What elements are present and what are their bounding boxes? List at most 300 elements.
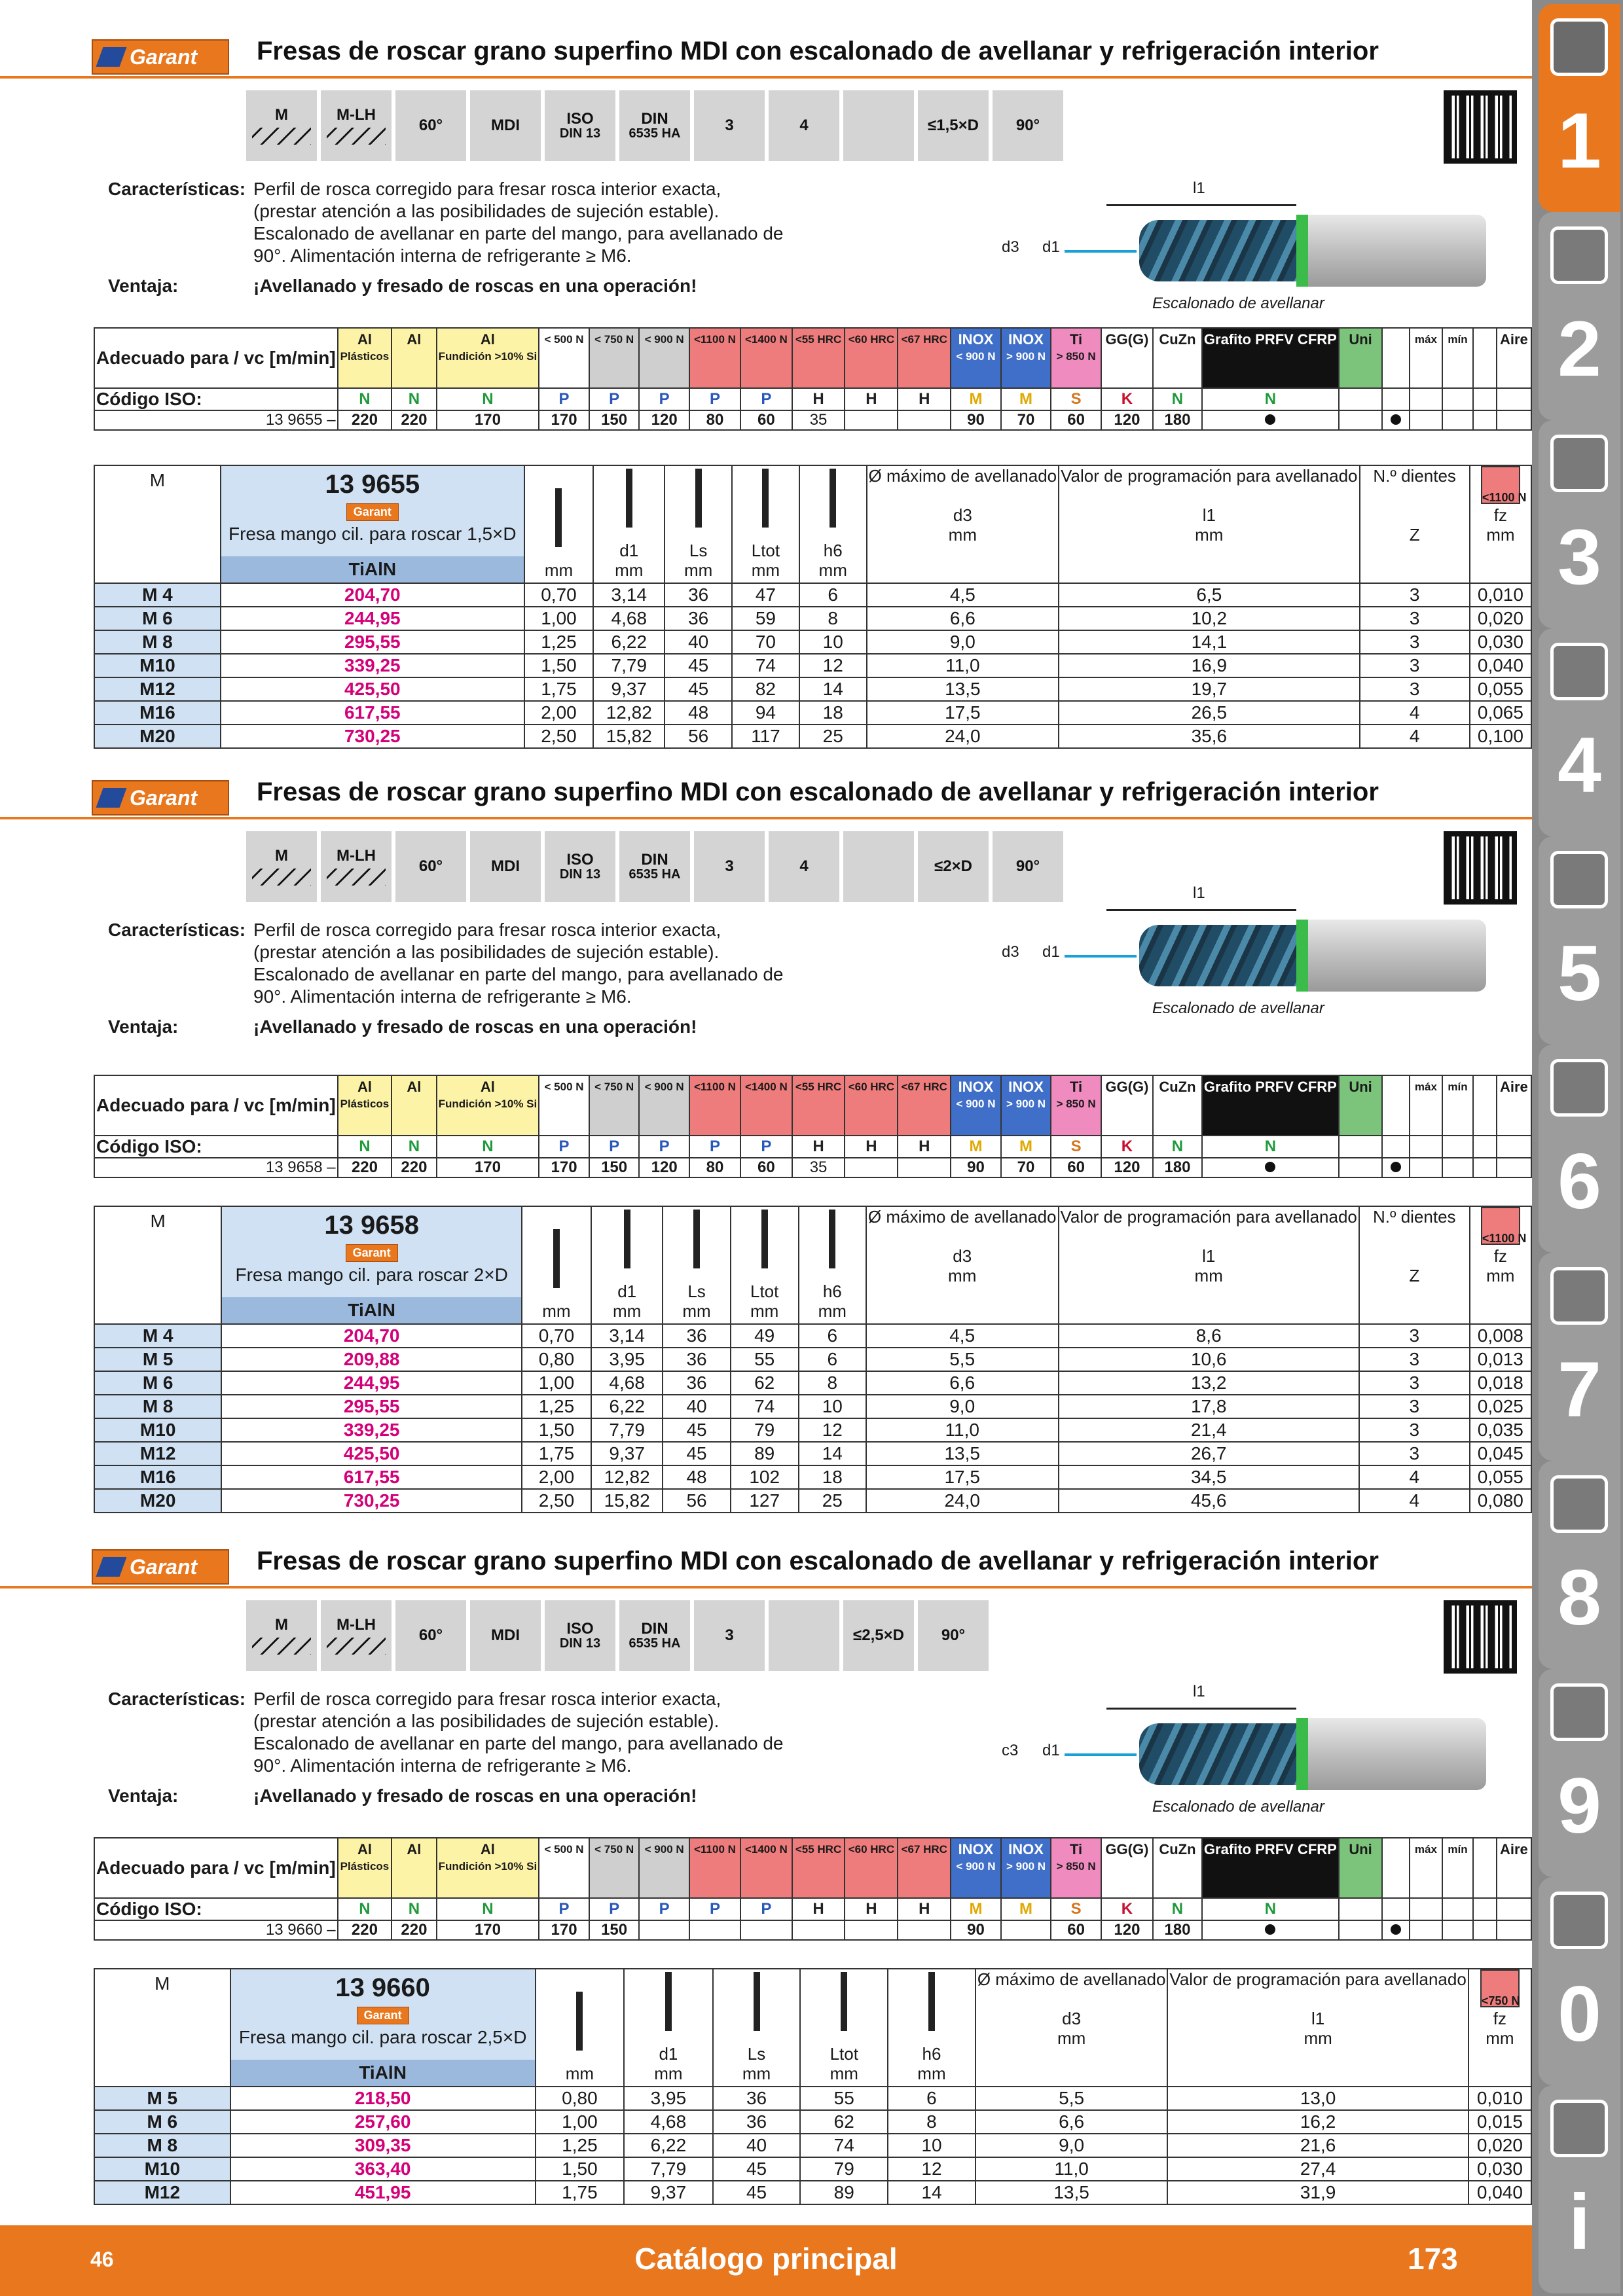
ls-col: [713, 1969, 801, 2087]
cutting-speed: [845, 1158, 898, 1177]
advantage-label: Ventaja:: [108, 276, 179, 296]
cutting-speed: [740, 1920, 792, 1940]
value-cell: 0,025: [1470, 1395, 1531, 1418]
dmax-symbol: d3: [953, 505, 972, 525]
price-cell: 209,88: [221, 1348, 522, 1371]
iso-din13-icon-sub: DIN 13: [559, 126, 601, 141]
value-cell: 0,010: [1468, 2087, 1531, 2110]
iso-code: [1339, 388, 1382, 410]
thread-m-icon-label: M: [275, 847, 288, 865]
fz-col: [1470, 465, 1531, 583]
iso-din13-icon: [545, 1600, 615, 1671]
table-row: [94, 2087, 1531, 2110]
value-cell: 6,6: [976, 2110, 1168, 2134]
value-cell: 8: [799, 1371, 866, 1395]
value-cell: 21,6: [1167, 2134, 1468, 2157]
cutting-speed: [1410, 410, 1442, 430]
thread-size: M 5: [94, 2087, 230, 2110]
article-number: 13 9655: [325, 470, 420, 499]
ltot-col-unit: mm: [750, 1301, 779, 1321]
material-col: [1202, 1075, 1339, 1136]
price-cell: 730,25: [221, 1489, 522, 1513]
material-name: INOX: [1008, 331, 1044, 348]
chapter-tab-8[interactable]: [1539, 1461, 1620, 1669]
h6-col-drawing: [921, 1972, 942, 2031]
h6-col-symbol: h6: [823, 541, 843, 560]
iso-code: S: [1051, 1898, 1101, 1920]
value-cell: 5,5: [866, 1348, 1059, 1371]
garant-badge: Garant: [357, 2007, 409, 2024]
material-col: [1410, 1838, 1442, 1898]
material-strength: máx: [1414, 1081, 1437, 1093]
material-col: [1101, 1838, 1153, 1898]
dim-d3-label: d3: [1002, 943, 1019, 961]
chapter-2-icon: [1550, 226, 1608, 284]
coolant-arrow: [1065, 1753, 1137, 1756]
value-cell: 0,045: [1470, 1442, 1531, 1465]
dmax-col: [976, 1969, 1168, 2087]
d1-col-symbol: d1: [659, 2044, 678, 2064]
cutting-speed: 220: [392, 410, 436, 430]
value-cell: 1,25: [522, 1395, 591, 1418]
iso-din13-icon-label: ISO: [566, 109, 594, 128]
cutting-speed: 60: [1051, 410, 1101, 430]
pitch-col-unit: mm: [565, 2064, 594, 2083]
material-col: [437, 1075, 539, 1136]
table-row: [94, 1324, 1531, 1348]
value-cell: 24,0: [866, 1489, 1059, 1513]
material-strength: Fundición >10% Si: [438, 1860, 538, 1873]
iso-code: [1410, 1898, 1442, 1920]
value-cell: 4: [1360, 725, 1470, 748]
footer-page-left: 46: [90, 2248, 114, 2271]
article-head: [221, 465, 524, 583]
material-strength: < 500 N: [544, 1843, 584, 1856]
thread-size: M10: [94, 2157, 230, 2181]
material-steel-icon: <750 N: [1480, 1969, 1520, 2007]
material-strength: < 900 N: [644, 1081, 684, 1093]
price-cell: 218,50: [230, 2087, 536, 2110]
price-cell: 617,55: [221, 701, 524, 725]
cutting-speed: 70: [1001, 1158, 1051, 1177]
table-row: [94, 1348, 1531, 1371]
iso-code: N: [437, 1898, 539, 1920]
iso-code: K: [1101, 1136, 1153, 1158]
cutting-speed: 170: [539, 410, 589, 430]
value-cell: 79: [731, 1418, 799, 1442]
mdi-icon: [470, 831, 541, 902]
pitch-col-drawing: [569, 1992, 590, 2051]
material-col: [1153, 328, 1202, 388]
mdi-icon: [470, 1600, 541, 1671]
material-col: [1497, 1838, 1531, 1898]
angle-60-icon: [395, 831, 466, 902]
h6-col-symbol: h6: [922, 2044, 941, 2064]
iso-code: [1497, 388, 1531, 410]
thread-m-icon-label: M: [275, 106, 288, 124]
cutting-speed: [1497, 1158, 1531, 1177]
table-row: [94, 654, 1531, 677]
countersink-caption: Escalonado de avellanar: [1152, 295, 1324, 312]
ltot-col-unit: mm: [830, 2064, 858, 2083]
suitable-dot: [1391, 1924, 1401, 1935]
material-name: Grafito PRFV CFRP: [1203, 1841, 1337, 1857]
iso-code: P: [639, 1136, 689, 1158]
iso-code: [1410, 388, 1442, 410]
chapter-tab-5[interactable]: [1539, 836, 1620, 1045]
material-strength: < 750 N: [594, 333, 634, 346]
ltot-col: [800, 1969, 888, 2087]
cutting-speed: [639, 1920, 689, 1940]
price-cell: 425,50: [221, 1442, 522, 1465]
mdi-icon-label: MDI: [491, 857, 520, 876]
value-cell: 1,25: [536, 2134, 625, 2157]
material-col: [1051, 1075, 1101, 1136]
table-row: [94, 701, 1531, 725]
chapter-tab-7[interactable]: [1539, 1253, 1620, 1461]
value-cell: 0,80: [522, 1348, 591, 1371]
value-cell: 45: [665, 677, 732, 701]
value-cell: 89: [800, 2181, 888, 2204]
material-strength: < 900 N: [956, 1098, 996, 1110]
cutting-speed: [1382, 1158, 1410, 1177]
thread-size: M12: [94, 1442, 221, 1465]
cutting-speed: [1382, 410, 1410, 430]
countersink-90-icon: [993, 831, 1063, 902]
dmax-unit: mm: [1057, 2028, 1086, 2048]
value-cell: 6,5: [1059, 583, 1359, 607]
iso-code: S: [1051, 1136, 1101, 1158]
property-icons: [246, 1600, 989, 1671]
material-col: [689, 1838, 740, 1898]
value-cell: 4,5: [867, 583, 1059, 607]
value-cell: 16,9: [1059, 654, 1359, 677]
value-cell: 3: [1360, 677, 1470, 701]
h6-col: [799, 1206, 866, 1324]
value-cell: 5,5: [976, 2087, 1168, 2110]
value-cell: 36: [663, 1371, 730, 1395]
thread-m-icon: [246, 831, 317, 902]
ltot-col-drawing: [755, 469, 776, 528]
chapter-tab-9[interactable]: [1539, 1669, 1620, 1877]
section-header: [0, 774, 1532, 819]
material-name: Aire: [1500, 1079, 1528, 1095]
coolant-icon: [843, 90, 914, 161]
tool-ring: [1296, 215, 1308, 287]
material-name: Aire: [1500, 331, 1528, 348]
value-cell: 3,14: [591, 1324, 663, 1348]
teeth-3-icon-label: 3: [725, 1626, 734, 1645]
iso-code: P: [689, 1898, 740, 1920]
iso-code: [1382, 388, 1410, 410]
thread-mlh-icon-wave: [327, 1638, 386, 1655]
value-cell: 6,6: [866, 1371, 1059, 1395]
fz-symbol: fz: [1493, 2009, 1507, 2028]
chapter-tab-2[interactable]: [1539, 212, 1620, 420]
mdi-icon-label: MDI: [491, 117, 520, 135]
value-cell: 0,030: [1468, 2157, 1531, 2181]
value-cell: 74: [732, 654, 799, 677]
ls-col-drawing: [686, 1210, 707, 1268]
suitable-dot: [1391, 414, 1401, 425]
material-col: [1410, 1075, 1442, 1136]
cutting-speed: 60: [740, 1158, 792, 1177]
value-cell: 0,080: [1470, 1489, 1531, 1513]
price-cell: 309,35: [230, 2134, 536, 2157]
material-strength: <67 HRC: [901, 1081, 947, 1093]
d1-col-symbol: d1: [619, 541, 639, 560]
iso-code: P: [639, 388, 689, 410]
iso-code: N: [1202, 1898, 1339, 1920]
material-col: [1001, 1838, 1051, 1898]
chapter-tab-0[interactable]: [1539, 1877, 1620, 2085]
material-col: [539, 328, 589, 388]
thread-size: M16: [94, 1465, 221, 1489]
table-row: [94, 2157, 1531, 2181]
material-name: Aire: [1500, 1841, 1528, 1857]
material-col: [639, 1838, 689, 1898]
value-cell: 45: [713, 2157, 801, 2181]
depth-icon: [918, 831, 989, 902]
value-cell: 3,95: [624, 2087, 713, 2110]
material-name: Ti: [1070, 331, 1083, 348]
h6-col-symbol: h6: [822, 1282, 842, 1301]
d1-col-unit: mm: [654, 2064, 683, 2083]
chapter-sidebar: [1532, 0, 1623, 2296]
value-cell: 36: [665, 583, 732, 607]
material-name: Al: [480, 1841, 495, 1857]
pitch-col: [524, 465, 593, 583]
iso-code: H: [845, 1898, 898, 1920]
cutting-speed: 220: [338, 1920, 392, 1940]
material-strength: <1400 N: [744, 333, 788, 346]
cutting-speed: 120: [1101, 410, 1153, 430]
ltot-col: [732, 465, 799, 583]
value-cell: 0,70: [522, 1324, 591, 1348]
material-col: [1473, 328, 1496, 388]
value-cell: 12: [888, 2157, 976, 2181]
article-description: Fresa mango cil. para roscar 2,5×D: [238, 2027, 527, 2047]
thread-size: M 6: [94, 1371, 221, 1395]
value-cell: 9,37: [591, 1442, 663, 1465]
iso-code: [1497, 1898, 1531, 1920]
chapter-1-icon: [1550, 18, 1608, 76]
iso-code: M: [1001, 1898, 1051, 1920]
value-cell: 10,2: [1059, 607, 1359, 630]
iso-code: N: [1202, 388, 1339, 410]
value-cell: 31,9: [1167, 2181, 1468, 2204]
advantage-text: ¡Avellanado y fresado de roscas en una operación!: [253, 1785, 697, 1806]
h6-col: [888, 1969, 976, 2087]
iso-code: P: [589, 1898, 640, 1920]
d1-col: [591, 1206, 663, 1324]
value-cell: 1,50: [522, 1418, 591, 1442]
thread-size: M 8: [94, 2134, 230, 2157]
ls-col-symbol: Ls: [747, 2044, 766, 2064]
cutting-speed: 180: [1153, 1920, 1202, 1940]
ls-col-unit: mm: [684, 560, 713, 580]
din-6535-icon-label: DIN: [641, 109, 668, 128]
material-col: [845, 1075, 898, 1136]
cutting-speed: 150: [589, 1920, 640, 1940]
cutting-speed: 60: [740, 410, 792, 430]
value-cell: 1,75: [524, 677, 593, 701]
characteristics-label: Características:: [108, 1689, 246, 1709]
table-row: [94, 607, 1531, 630]
value-cell: 6,22: [591, 1395, 663, 1418]
iso-code: H: [898, 1136, 951, 1158]
din-6535-icon-sub: 6535 HA: [629, 1636, 681, 1651]
price-cell: 425,50: [221, 677, 524, 701]
material-name: Al: [357, 331, 372, 348]
material-col: [539, 1838, 589, 1898]
value-cell: 0,70: [524, 583, 593, 607]
material-strength: <55 HRC: [795, 1081, 842, 1093]
chapter-tab-6[interactable]: [1539, 1045, 1620, 1253]
material-col: [740, 328, 792, 388]
iso-code: P: [689, 1136, 740, 1158]
chapter-8-icon: [1550, 1475, 1608, 1533]
cutting-speed: [1202, 1158, 1339, 1177]
ltot-col-drawing: [833, 1972, 854, 2031]
material-col: [589, 1075, 640, 1136]
value-cell: 40: [713, 2134, 801, 2157]
value-cell: 102: [731, 1465, 799, 1489]
iso-code: H: [845, 1136, 898, 1158]
dmax-unit: mm: [948, 525, 977, 545]
material-name: INOX: [1008, 1079, 1044, 1095]
material-col: [1382, 1838, 1410, 1898]
price-cell: 295,55: [221, 630, 524, 654]
material-strength: máx: [1414, 1843, 1437, 1856]
value-cell: 6: [799, 583, 867, 607]
teeth-4-icon-label: 4: [799, 117, 809, 135]
value-cell: 3: [1359, 1348, 1470, 1371]
value-cell: 45: [713, 2181, 801, 2204]
material-strength: > 900 N: [1006, 350, 1046, 363]
footer-page-right: 173: [1408, 2242, 1458, 2276]
value-cell: 0,055: [1470, 1465, 1531, 1489]
pitch-col-drawing: [548, 488, 569, 547]
chapter-number: 6: [1558, 1138, 1601, 1225]
material-steel-icon: <1100 N: [1481, 1207, 1520, 1245]
chapter-tab-3[interactable]: [1539, 420, 1620, 628]
col-m: M: [94, 465, 221, 583]
vc-row-code: 13 9658 –: [94, 1158, 338, 1177]
value-cell: 1,50: [524, 654, 593, 677]
value-cell: 3: [1359, 1395, 1470, 1418]
prog-unit: mm: [1194, 1266, 1223, 1285]
cutting-speed: [689, 1920, 740, 1940]
value-cell: 10: [888, 2134, 976, 2157]
din-6535-icon: [619, 90, 690, 161]
prog-symbol: l1: [1311, 2009, 1325, 2028]
material-strength: < 900 N: [956, 350, 996, 363]
mdi-icon: [470, 90, 541, 161]
value-cell: 70: [732, 630, 799, 654]
value-cell: 10: [799, 630, 867, 654]
value-cell: 13,5: [867, 677, 1059, 701]
advantage-text: ¡Avellanado y fresado de roscas en una operación!: [253, 1016, 697, 1037]
prog-title: Valor de programación para avellanado: [1061, 466, 1358, 486]
material-col: [1442, 1838, 1474, 1898]
coolant-icon: [769, 1600, 839, 1671]
value-cell: 9,0: [867, 630, 1059, 654]
suitable-dot: [1265, 1162, 1275, 1172]
iso-code: N: [392, 1136, 436, 1158]
iso-code: H: [898, 388, 951, 410]
qr-code-icon: [1444, 831, 1517, 905]
iso-din13-icon-label: ISO: [566, 850, 594, 869]
material-steel-icon: <1100 N: [1481, 466, 1520, 504]
cutting-speed: 90: [951, 1158, 1001, 1177]
chapter-tab-i[interactable]: [1539, 2085, 1620, 2293]
characteristics-line: 90°. Alimentación interna de refrigerante ≥ M6.: [253, 1755, 632, 1776]
value-cell: 6: [799, 1324, 866, 1348]
material-strength: < 500 N: [544, 1081, 584, 1093]
chapter-number: 9: [1558, 1762, 1601, 1850]
value-cell: 6: [799, 1348, 866, 1371]
cutting-speed: 35: [792, 1158, 845, 1177]
teeth-4-icon: [769, 90, 839, 161]
fz-col: [1470, 1206, 1531, 1324]
value-cell: 4,68: [591, 1371, 663, 1395]
material-col: [392, 1075, 436, 1136]
material-col: [845, 328, 898, 388]
chapter-number: 3: [1558, 513, 1601, 601]
thread-size: M 6: [94, 2110, 230, 2134]
section-title: Fresas de roscar grano superfino MDI con escalonado de avellanar y refrigeración interior: [257, 778, 1379, 806]
garant-badge: Garant: [346, 1244, 398, 1262]
chapter-tab-1[interactable]: [1539, 4, 1620, 212]
teeth-4-icon-label: 4: [799, 857, 809, 876]
prog-title: Valor de programación para avellanado: [1060, 1207, 1357, 1227]
characteristics-line: (prestar atención a las posibilidades de sujeción estable).: [253, 942, 720, 962]
material-col: [1153, 1838, 1202, 1898]
material-name: Grafito PRFV CFRP: [1203, 1079, 1337, 1095]
prog-col: [1059, 1206, 1359, 1324]
fz-unit: mm: [1486, 1266, 1515, 1285]
thread-size: M20: [94, 725, 221, 748]
material-strength: > 850 N: [1056, 1860, 1096, 1873]
iso-code: [1382, 1136, 1410, 1158]
value-cell: 1,75: [536, 2181, 625, 2204]
thread-size: M10: [94, 654, 221, 677]
value-cell: 17,5: [866, 1465, 1059, 1489]
value-cell: 8,6: [1059, 1324, 1359, 1348]
chapter-tab-4[interactable]: [1539, 628, 1620, 836]
dim-d1-label: d1: [1042, 238, 1060, 256]
dmax-title: Ø máximo de avellanado: [868, 466, 1057, 486]
coating-label: TiAlN: [222, 1297, 521, 1323]
din-6535-icon-sub: 6535 HA: [629, 126, 681, 141]
material-strength: > 900 N: [1006, 1860, 1046, 1873]
material-col: [1101, 1075, 1153, 1136]
cutting-speed: 70: [1001, 410, 1051, 430]
value-cell: 0,055: [1470, 677, 1531, 701]
ls-col-unit: mm: [682, 1301, 711, 1321]
depth-icon-label: ≤2,5×D: [853, 1626, 904, 1645]
product-section-13-9658: [0, 774, 1532, 1511]
material-strength: mín: [1448, 1081, 1468, 1093]
table-row: [94, 1465, 1531, 1489]
iso-code: S: [1051, 388, 1101, 410]
value-cell: 6,22: [624, 2134, 713, 2157]
material-col: [338, 1838, 392, 1898]
suitable-dot: [1265, 414, 1275, 425]
coating-label: TiAlN: [231, 2060, 535, 2086]
material-name: Uni: [1349, 331, 1372, 348]
